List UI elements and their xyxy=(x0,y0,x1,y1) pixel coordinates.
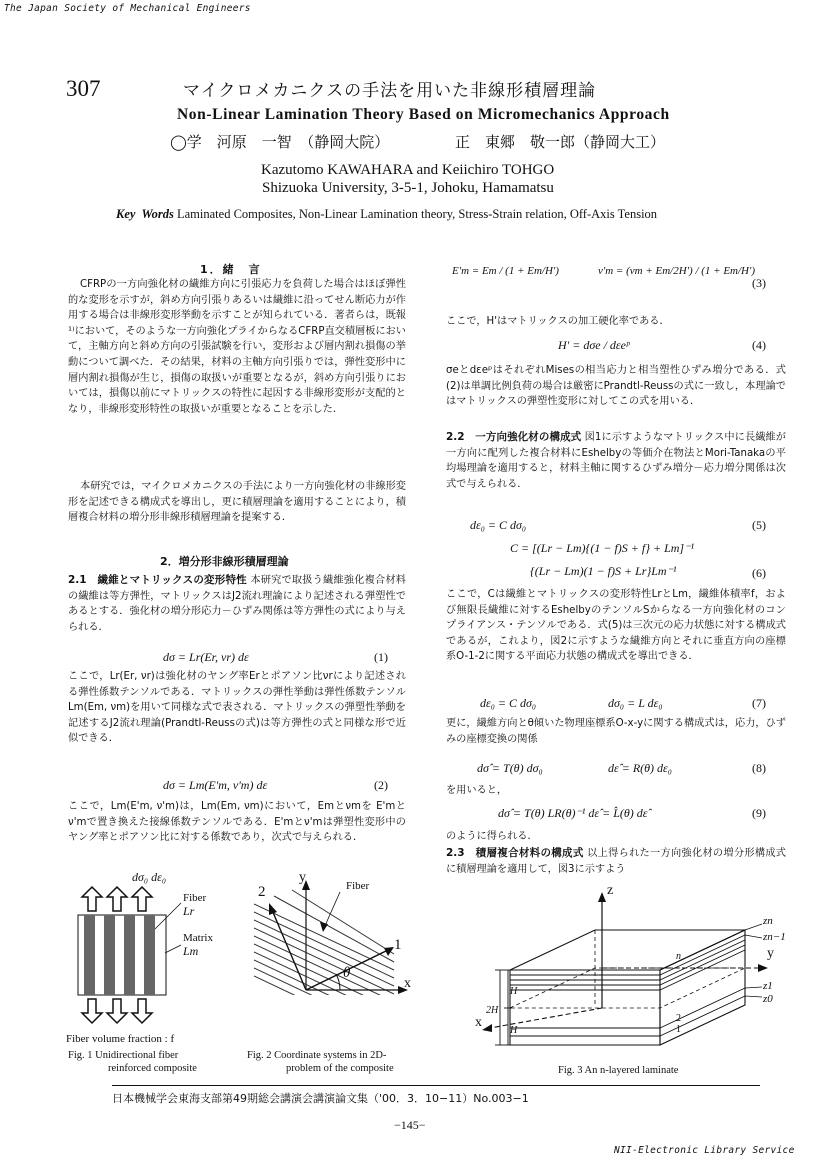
equation-8a: dσ̂ = T(θ) dσ₀ xyxy=(477,761,543,775)
paragraph-after-eq3: ここで，H'はマトリックスの加工硬化率である． xyxy=(446,316,670,327)
paragraph-after-eq4: σeとdεeᵖはそれぞれMisesの相当応力と相当塑性ひずみ増分である．式(2)は単調比例負荷の場合は厳密にPrandtl-Reussの式に一致し，本理論ではマトリックスの弾塑性変形に対してこの式を用いる． xyxy=(446,365,786,408)
key-words-label: Key Words xyxy=(116,207,174,221)
authors-ja-2: 正 東郷 敬一郎（静岡大工） xyxy=(455,133,666,151)
equation-6b: {(Lr − Lm)(1 − f)S + Lr}Lm⁻¹ xyxy=(530,564,677,578)
fig3-H-lower: H xyxy=(510,1025,518,1036)
section-2-1-title: 2.1 繊維とマトリックスの変形特性 xyxy=(68,574,247,586)
footer-rule xyxy=(112,1085,760,1086)
fig3-layer-2-label: 2 xyxy=(676,1013,681,1024)
fig2-caption-2: problem of the composite xyxy=(286,1063,394,1074)
fig3-z-label: z xyxy=(607,883,614,898)
laminate-side-face xyxy=(660,930,745,1045)
section-2-2-block xyxy=(446,430,786,492)
key-words-text: Laminated Composites, Non-Linear Lamination theory, Stress-Strain relation, Off-Axis Tension xyxy=(177,207,658,221)
fig1-caption-1: Fig. 1 Unidirectional fiber xyxy=(68,1050,179,1061)
section-2-2-title: 2.2 一方向強化材の構成式 xyxy=(446,431,582,443)
equation-7-number: (7) xyxy=(752,696,766,710)
authors-en: Kazutomo KAWAHARA and Keiichiro TOHGO xyxy=(261,162,555,178)
fig3-zn1-label: zn−1 xyxy=(763,931,786,943)
equation-6-number: (6) xyxy=(752,566,766,580)
section-2-3-paragraph: 以上得られた一方向強化材の増分形構成式に積層理論を適用して，図3に示すよう xyxy=(446,848,786,875)
fig3-layer-1-label: 1 xyxy=(676,1024,681,1035)
equation-2-number: (2) xyxy=(374,778,388,792)
affiliation: Shizuoka University, 3-5-1, Johoku, Hamamatsu xyxy=(262,180,554,196)
mid-plane xyxy=(510,930,745,1008)
down-arrow-icons xyxy=(82,999,152,1023)
fig1-diagram xyxy=(66,883,236,1033)
equation-7b: dσ₀ = L dε₀ xyxy=(608,696,663,710)
fig2-axis-1-label: 1 xyxy=(394,937,402,953)
equation-6a: C = [(Lr − Lm){(1 − f)S + f} + Lm]⁻¹ xyxy=(510,541,695,555)
key-words xyxy=(116,207,657,222)
fig1-fiber-label: Fiber xyxy=(183,892,207,904)
section-2-3-block xyxy=(446,846,786,877)
page-number: −145− xyxy=(394,1118,426,1132)
axis-2-arrowhead xyxy=(269,903,277,915)
paragraph-after-eq2: ここで，Lm(E'm, ν'm)は，Lm(Em, νm)において，Emとνmを E'mとν'mで置き換えた接線係数テンソルである．E'mとν'mは弾塑性変形中のヤング率とポアソン比に対する係数であり，次式で与えられる． xyxy=(68,801,406,844)
fig2-caption-1: Fig. 2 Coordinate systems in 2D- xyxy=(247,1050,387,1061)
fig3-diagram xyxy=(470,880,790,1065)
paper-number: 307 xyxy=(66,76,101,101)
fig2-x-label: x xyxy=(404,976,411,991)
equation-3b: ν'm = (νm + Em/2H') / (1 + Em/H') xyxy=(598,265,756,277)
title-en: Non-Linear Lamination Theory Based on Micromechanics Approach xyxy=(177,106,670,123)
fig2-diagram xyxy=(244,870,424,1040)
society-header: The Japan Society of Mechanical Engineers xyxy=(4,3,251,14)
equation-4: H' = dσe / dεeᵖ xyxy=(558,338,630,352)
fig3-z0-label: z0 xyxy=(763,993,773,1005)
nii-footer: NII-Electronic Library Service xyxy=(614,1145,795,1156)
fig3-layer-n-label: n xyxy=(676,951,681,962)
equation-8-number: (8) xyxy=(752,761,766,775)
fig1-volume-fraction: Fiber volume fraction : f xyxy=(66,1033,175,1045)
fig3-zn-label: zn xyxy=(763,915,773,927)
fig3-y-label: y xyxy=(767,946,774,961)
paragraph-after-eq8: を用いると， xyxy=(446,785,508,796)
equation-1: dσ = Lr(Er, νr) dε xyxy=(163,650,249,664)
equation-9-number: (9) xyxy=(752,806,766,820)
fig1-caption-2: reinforced composite xyxy=(108,1063,197,1074)
equation-7a: dε₀ = C dσ₀ xyxy=(480,696,537,710)
equation-5: dε₀ = C dσ₀ xyxy=(470,518,527,532)
equation-2: dσ = Lm(E'm, ν'm) dε xyxy=(163,778,268,792)
fig2-axis-2-label: 2 xyxy=(258,884,266,900)
title-ja: マイクロメカニクスの手法を用いた非線形積層理論 xyxy=(183,81,597,101)
fig3-H-upper: H xyxy=(510,986,518,997)
laminate-front-face xyxy=(510,970,660,1045)
equation-3-number: (3) xyxy=(752,276,766,290)
footer-proceedings: 日本機械学会東海支部第49期総会講演会講演論文集（'00．3．10−11）No.003−1 xyxy=(112,1092,529,1105)
section-2-title: 2．増分形非線形積層理論 xyxy=(160,555,289,568)
section-2-1-block xyxy=(68,573,406,635)
fig3-caption: Fig. 3 An n-layered laminate xyxy=(558,1065,679,1076)
fig3-z1-label: z1 xyxy=(763,980,773,992)
authors-ja-1: ◯学 河原 一智 （静岡大院） xyxy=(170,133,390,151)
fig2-y-label: y xyxy=(299,870,306,885)
layer-lines xyxy=(510,935,745,1036)
equation-5-number: (5) xyxy=(752,518,766,532)
equation-4-number: (4) xyxy=(752,338,766,352)
section-1-paragraph-2: 本研究では，マイクロメカニクスの手法により一方向強化材の非線形変形を記述できる構成式を導出し，更に積層理論を適用することにより，積層複合材料の増分形非線形積層理論を提案する． xyxy=(68,481,406,524)
section-2-1-paragraph: 本研究で取扱う繊維強化複合材料の繊維は等方弾性，マトリックスはJ2流れ理論により記述される弾塑性であるとする．強化材の増分形応力－ひずみ関係は等方弾性の式により与えられる． xyxy=(68,575,406,633)
fig1-matrix-label: Matrix xyxy=(183,932,213,944)
fig1-fiber-symbol: Lr xyxy=(183,904,195,918)
section-2-3-title: 2.3 積層複合材料の構成式 xyxy=(446,847,584,859)
fig2-theta-label: θ xyxy=(343,965,351,981)
section-2-2-paragraph: 図1に示すようなマトリックス中に長繊維が一方向に配列した複合材料にEshelbyの等価介在物法とMori-Tanakaの平均場理論を適用すると，材料主軸に関するひずみ増分－応力増分関係は次式で与えられる． xyxy=(446,432,786,490)
paragraph-after-eq1: ここで，Lr(Er, νr)は強化材のヤング率Erとポアソン比νrにより記述される弾性係数テンソルである．マトリックスの弾性挙動は弾性係数テンソルLm(Em, νm)を用いて同様な式で表される．マトリックスの弾塑性挙動を記述するJ2流れ理論(Prandtl-Reussの式)は等方弾性の式と同様な形で近似できる． xyxy=(68,671,406,745)
equation-1-number: (1) xyxy=(374,650,388,664)
equation-9: dσ̂ = T(θ) LR(θ)⁻¹ dε̂ = L̂(θ) dε̂ xyxy=(498,806,648,820)
fig2-fiber-label: Fiber xyxy=(346,880,370,892)
fig1-matrix-symbol: Lm xyxy=(183,944,199,958)
equation-3a: E'm = Em / (1 + Em/H') xyxy=(452,265,559,277)
laminate-top-face xyxy=(510,930,745,970)
paragraph-after-eq9: のように得られる． xyxy=(446,831,538,842)
fig1-top-label: dσ₀ dε₀ xyxy=(132,870,166,884)
x-axis xyxy=(490,1008,602,1028)
section-1-paragraph-1: CFRPの一方向強化材の繊維方向に引張応力を負荷した場合はほぼ弾性的な変形を示すが，斜め方向引張りあるいは繊維に沿ってせん断応力が作用する場合は非線形変形挙動を示すことが知られている．著者らは，既報¹⁾において，そのような一方向強化プライからなるCFRP直交積層板において，主軸方向と斜め方向の引張試験を行い，変形および層内割れ損傷の挙動について調べた．その結果，材料の主軸方向引張りでは，弾性変形中に層内割れ損傷が生じ，損傷の取扱いが重要となるが，斜め方向引張りにおいては，損傷以前にマトリックスの特性に起因する非線形変形が支配的となり，非線形変形特性の取扱いが重要となることを示した． xyxy=(68,279,406,415)
z-leaders xyxy=(745,924,762,997)
paragraph-after-eq6: ここで，Cは繊維とマトリックスの変形特性LrとLm，繊維体積率f，および無限長繊維に対するEshelbyのテンソルSからなる一方向強化材のコンプライアンス・テンソルである．式(5)は三次元の応力状態に対する構成式であるが，これより，図2に示すような繊維方向とそれに垂直方向の座標系O-1-2に関する平面応力状態の構成式を導出できる． xyxy=(446,589,786,663)
fiber-lines xyxy=(254,890,394,1002)
section-1-title: 1．緒 言 xyxy=(200,263,262,276)
fig3-2H-label: 2H xyxy=(486,1005,499,1016)
up-arrow-icons xyxy=(82,887,152,911)
equation-8b: dε̂ = R(θ) dε₀ xyxy=(608,761,672,775)
paragraph-after-eq7: 更に，繊維方向とθ傾いた物理座標系O-x-yに関する構成式は，応力，ひずみの座標変換の関係 xyxy=(446,718,786,745)
fig3-x-label: x xyxy=(475,1015,482,1030)
